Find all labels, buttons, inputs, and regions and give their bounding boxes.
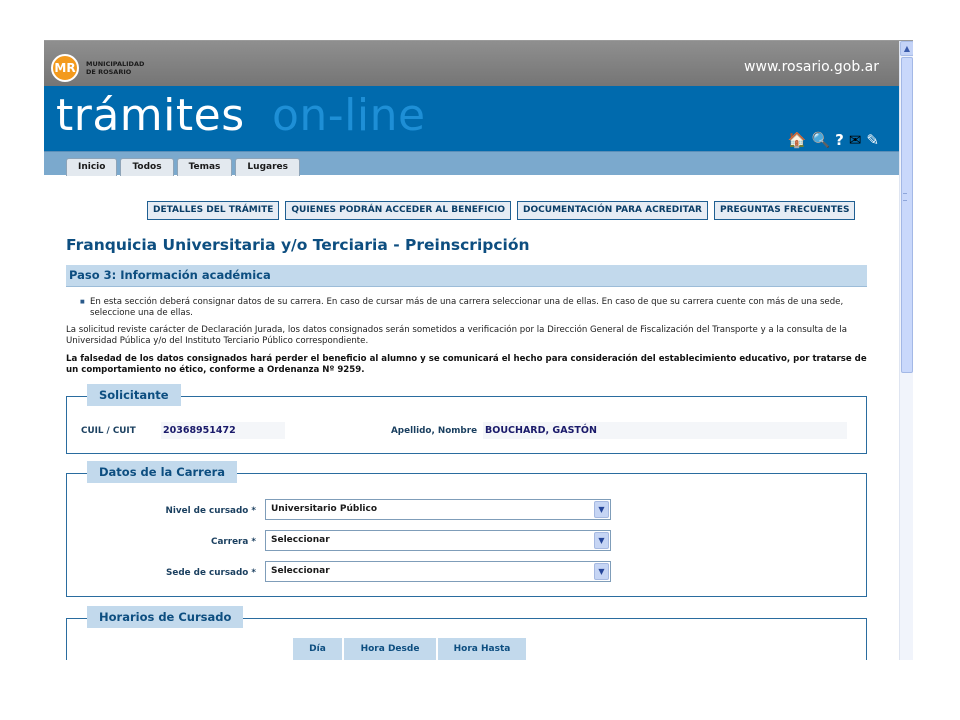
tools-icon[interactable]: ✎ (866, 131, 879, 149)
name-label: Apellido, Nombre (391, 426, 478, 436)
carrera-selected-value: Seleccionar (271, 535, 330, 545)
banner (44, 86, 899, 151)
chevron-down-icon[interactable]: ▼ (594, 532, 609, 549)
nivel-label: Nivel de cursado * (165, 506, 256, 516)
carrera-legend: Datos de la Carrera (87, 461, 237, 483)
search-icon[interactable]: 🔍 (811, 131, 831, 149)
declaration-text: La solicitud reviste carácter de Declaración Jurada, los datos consignados serán sometidos a verificación por la Dirección General de Fiscalización del Transporte y a la consulta de la Universidad Pública y/o del Instituto Terciario Público correspondiente. (66, 325, 848, 346)
tab-todos[interactable]: Todos (120, 158, 173, 176)
help-icon[interactable]: ? (835, 131, 844, 149)
name-value: BOUCHARD, GASTÓN (483, 422, 847, 439)
sede-select[interactable] (265, 561, 611, 582)
vertical-scrollbar[interactable] (899, 41, 913, 660)
action-buttons (147, 201, 855, 220)
municipality-logo[interactable]: MR (51, 54, 79, 82)
solicitante-fieldset (66, 388, 867, 454)
instruction-text: ■ En esta sección deberá consignar datos de su carrera. En caso de cursar más de una carrera seleccionar una de ellas. En caso de que su carrera cuente con más de una sede, seleccione una de ellas. (66, 297, 867, 319)
carrera-fieldset (66, 465, 867, 597)
page-title: Franquicia Universitaria y/o Terciaria - Preinscripción (66, 236, 530, 254)
step-title: Paso 3: Información académica (69, 268, 271, 282)
scrollbar-thumb[interactable] (901, 57, 913, 373)
quienes-acceder-button[interactable]: QUIENES PODRÁN ACCEDER AL BENEFICIO (285, 201, 511, 220)
sede-selected-value: Seleccionar (271, 566, 330, 576)
sede-label: Sede de cursado * (166, 568, 256, 578)
column-header-hora-desde: Hora Desde (344, 638, 437, 660)
banner-title-tramites: trámites (56, 90, 245, 141)
browser-viewport (44, 40, 913, 660)
chevron-down-icon[interactable]: ▼ (594, 563, 609, 580)
nivel-select[interactable] (265, 499, 611, 520)
step-header (66, 265, 867, 287)
horarios-legend: Horarios de Cursado (87, 606, 243, 628)
toolbar-icons (788, 130, 879, 150)
nivel-selected-value: Universitario Público (271, 504, 378, 514)
cuil-value: 20368951472 (161, 422, 285, 439)
solicitante-legend: Solicitante (87, 384, 181, 406)
municipality-name (86, 60, 176, 76)
warning-text: La falsedad de los datos consignados hará perder el beneficio al alumno y se comunicará el hecho para consideración del establecimiento educativo, por tratarse de un comportamiento no ético, conforme a Ordenanza Nº 9259. (66, 354, 867, 375)
column-header-dia: Día (293, 638, 343, 660)
site-url-link[interactable]: www.rosario.gob.ar (744, 59, 879, 75)
mail-icon[interactable]: ✉ (848, 131, 862, 149)
preguntas-frecuentes-button[interactable]: PREGUNTAS FRECUENTES (714, 201, 856, 220)
municipality-line2: DE ROSARIO (86, 68, 132, 76)
chevron-down-icon[interactable]: ▼ (594, 501, 609, 518)
documentacion-button[interactable]: DOCUMENTACIÓN PARA ACREDITAR (517, 201, 708, 220)
detalles-tramite-button[interactable]: DETALLES DEL TRÁMITE (147, 201, 279, 220)
scroll-up-arrow-icon[interactable]: ▲ (900, 41, 913, 56)
municipality-line1: MUNICIPALIDAD (86, 60, 145, 68)
carrera-label: Carrera * (211, 537, 256, 547)
tab-inicio[interactable]: Inicio (66, 158, 117, 176)
nav-tabs (66, 158, 300, 176)
cuil-label: CUIL / CUIT (81, 426, 136, 436)
nav-bar (44, 151, 899, 175)
column-header-hora-hasta: Hora Hasta (438, 638, 527, 660)
home-icon[interactable]: 🏠 (787, 131, 807, 149)
tab-lugares[interactable]: Lugares (235, 158, 300, 176)
banner-title-online: on-line (272, 90, 426, 141)
tab-temas[interactable]: Temas (177, 158, 233, 176)
scrollbar-grip (903, 193, 907, 201)
page-content (44, 41, 899, 660)
carrera-select[interactable] (265, 530, 611, 551)
top-header (44, 41, 899, 86)
